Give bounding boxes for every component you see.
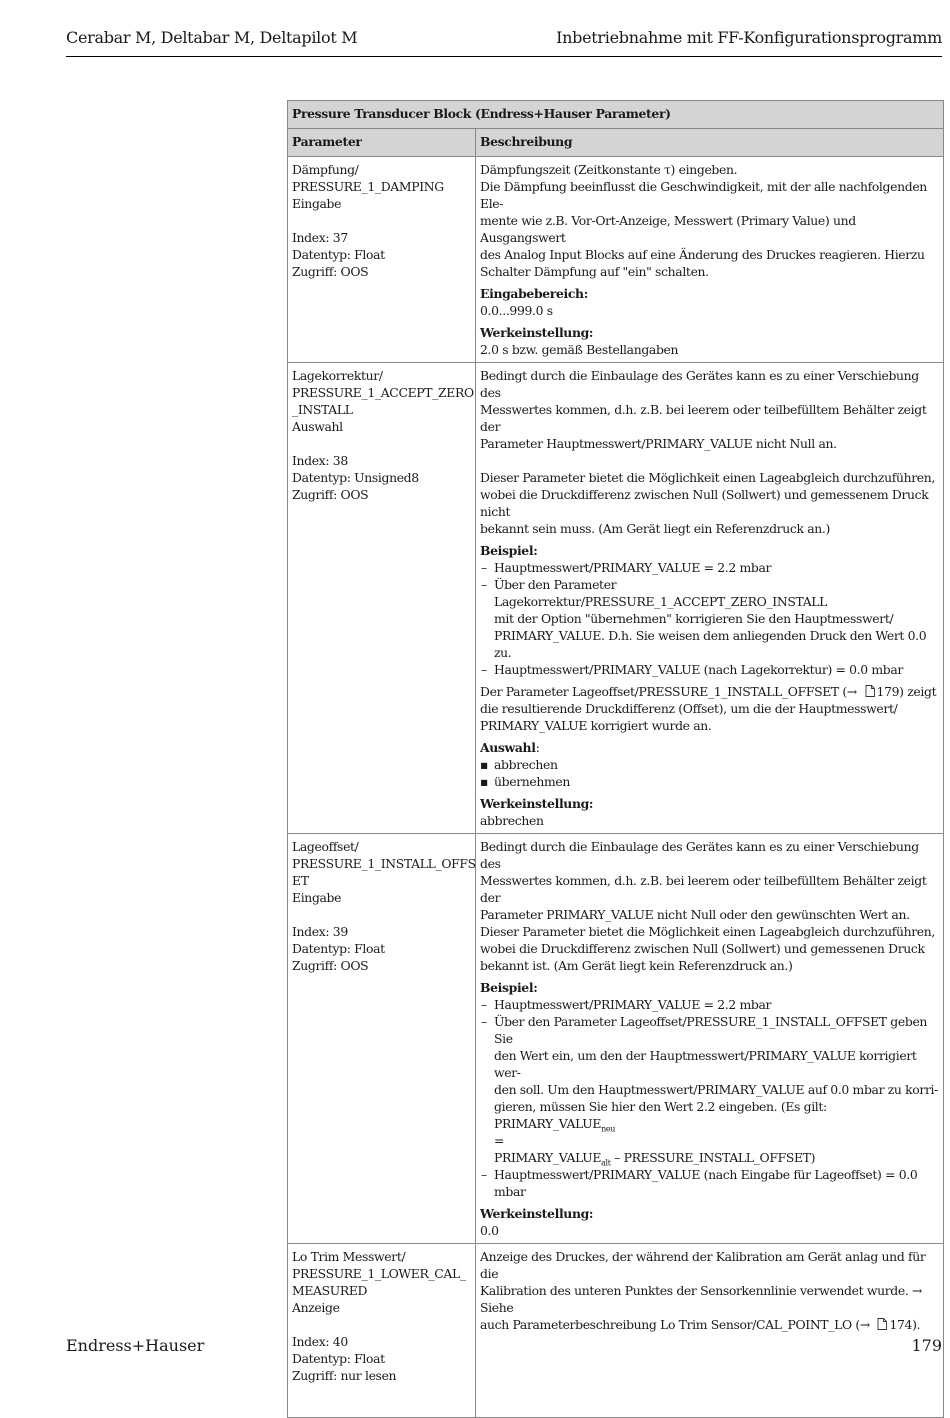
parameter-access: Zugriff: nur lesen [292, 1368, 397, 1383]
parameter-index: Index: 40 [292, 1334, 348, 1349]
parameter-table [287, 100, 944, 1418]
parameter-access: Zugriff: OOS [292, 487, 369, 502]
description-text: ). [912, 1317, 921, 1332]
parameter-id-cont: MEASURED [292, 1283, 368, 1298]
parameter-id: PRESSURE_1_LOWER_CAL_ [292, 1266, 466, 1281]
list-item-line [494, 1098, 939, 1132]
description-line: Messwertes kommen, d.h. z.B. bei leerem oder teilbefülltem Behälter zeigt der [480, 873, 927, 905]
parameter-cell [288, 834, 476, 1244]
range-value: 0.0...999.0 s [480, 303, 553, 318]
parameter-access: Zugriff: OOS [292, 264, 369, 279]
list-item: – Hauptmesswert/PRIMARY_VALUE (nach Eingabe für Lageoffset) = 0.0 mbar [480, 1166, 939, 1200]
description-line: des Analog Input Blocks auf eine Änderung des Druckes reagieren. Hierzu [480, 247, 925, 262]
default-value: 0.0 [480, 1223, 499, 1238]
list-item-line: den soll. Um den Hauptmesswert/PRIMARY_VALUE auf 0.0 mbar zu korri- [494, 1082, 938, 1097]
table-row [288, 363, 944, 834]
description-line: Bedingt durch die Einbaulage des Gerätes kann es zu einer Verschiebung des [480, 368, 919, 400]
table-row [288, 1244, 944, 1418]
list-item-line: den Wert ein, um den der Hauptmesswert/PRIMARY_VALUE korrigiert wer- [494, 1048, 917, 1080]
table-title: Pressure Transducer Block (Endress+Hauser Parameter) [288, 101, 944, 129]
list-item-line: – Über den Parameter Lagekorrektur/PRESSURE_1_ACCEPT_ZERO_INSTALL [494, 577, 828, 609]
default-label: Werkeinstellung: [480, 796, 594, 811]
cross-reference-text: ) zeigt [899, 684, 937, 699]
list-item: – Hauptmesswert/PRIMARY_VALUE = 2.2 mbar [480, 996, 939, 1013]
list-item-text: – PRESSURE_INSTALL_OFFSET) [610, 1150, 816, 1165]
header-product: Cerabar M, Deltabar M, Deltapilot M [66, 28, 358, 47]
description-line: Parameter Hauptmesswert/PRIMARY_VALUE nicht Null an. [480, 436, 837, 451]
description-line: Dieser Parameter bietet die Möglichkeit einen Lageabgleich durchzuführen, [480, 470, 935, 485]
description-cell [476, 834, 944, 1244]
description-line: bekannt ist. (Am Gerät liegt kein Referenzdruck an.) [480, 958, 793, 973]
example-label: Beispiel: [480, 980, 538, 995]
footer-brand: Endress+Hauser [66, 1336, 205, 1355]
description-line: wobei die Druckdifferenz zwischen Null (Sollwert) und gemessenem Druck nicht [480, 487, 929, 519]
parameter-name: Lagekorrektur/ [292, 368, 383, 383]
cross-reference-text: PRIMARY_VALUE korrigiert wurde an. [480, 718, 712, 733]
description-line: Parameter PRIMARY_VALUE nicht Null oder den gewünschten Wert an. [480, 907, 910, 922]
parameter-kind: Auswahl [292, 419, 343, 434]
list-item [480, 1013, 939, 1166]
cross-reference-text: Der Parameter Lageoffset/PRESSURE_1_INSTALL_OFFSET (→ [480, 684, 857, 699]
example-list [480, 996, 939, 1200]
parameter-id: PRESSURE_1_ACCEPT_ZERO [292, 385, 474, 400]
default-value: abbrechen [480, 813, 544, 828]
choice-heading [480, 739, 939, 756]
list-item-line [494, 1149, 939, 1166]
parameter-datatype: Datentyp: Float [292, 1351, 385, 1366]
parameter-datatype: Datentyp: Float [292, 941, 385, 956]
parameter-access: Zugriff: OOS [292, 958, 369, 973]
parameter-kind: Anzeige [292, 1300, 340, 1315]
range-label: Eingabebereich: [480, 286, 588, 301]
default-label: Werkeinstellung: [480, 325, 594, 340]
subscript-alt: alt [601, 1158, 611, 1168]
parameter-cell [288, 1244, 476, 1418]
choice-label: Auswahl [480, 740, 536, 755]
parameter-id-cont: _INSTALL [292, 402, 353, 417]
default-label: Werkeinstellung: [480, 1206, 594, 1221]
description-text: auch Parameterbeschreibung Lo Trim Sensor/CAL_POINT_LO (→ [480, 1317, 870, 1332]
page-icon [865, 685, 875, 697]
description-line: wobei die Druckdifferenz zwischen Null (Sollwert) und gemessenen Druck [480, 941, 925, 956]
description-line: Die Dämpfung beeinflusst die Geschwindigkeit, mit der alle nachfolgenden Ele- [480, 179, 927, 211]
list-item: – Hauptmesswert/PRIMARY_VALUE = 2.2 mbar [480, 559, 939, 576]
choice-colon: : [535, 740, 540, 755]
parameter-id: PRESSURE_1_DAMPING [292, 179, 444, 194]
description-line: Kalibration des unteren Punktes der Sensorkennlinie verwendet wurde. → Siehe [480, 1283, 923, 1315]
parameter-index: Index: 38 [292, 453, 348, 468]
list-item-text: PRIMARY_VALUE [494, 1150, 602, 1165]
list-item-line: – Über den Parameter Lageoffset/PRESSURE_1_INSTALL_OFFSET geben Sie [494, 1014, 928, 1046]
cross-reference [480, 683, 939, 734]
parameter-index: Index: 37 [292, 230, 348, 245]
description-line: Bedingt durch die Einbaulage des Gerätes kann es zu einer Verschiebung des [480, 839, 919, 871]
page-icon [877, 1318, 887, 1330]
list-item: ▪ abbrechen [480, 756, 939, 773]
page-ref-number[interactable]: 174 [889, 1317, 913, 1332]
list-item-line: PRIMARY_VALUE. D.h. Sie weisen dem anliegenden Druck den Wert 0.0 zu. [494, 628, 927, 660]
description-line: Messwertes kommen, d.h. z.B. bei leerem oder teilbefülltem Behälter zeigt der [480, 402, 927, 434]
list-item-text: gieren, müssen Sie hier den Wert 2.2 eingeben. (Es gilt: PRIMARY_VALUE [494, 1099, 827, 1131]
parameter-datatype: Datentyp: Unsigned8 [292, 470, 419, 485]
parameter-index: Index: 39 [292, 924, 348, 939]
example-label: Beispiel: [480, 543, 538, 558]
parameter-datatype: Datentyp: Float [292, 247, 385, 262]
list-item: – Hauptmesswert/PRIMARY_VALUE (nach Lagekorrektur) = 0.0 mbar [480, 661, 939, 678]
parameter-name: Lo Trim Messwert/ [292, 1249, 406, 1264]
description-line: Dieser Parameter bietet die Möglichkeit einen Lageabgleich durchzuführen, [480, 924, 935, 939]
description-line: mente wie z.B. Vor-Ort-Anzeige, Messwert (Primary Value) und Ausgangswert [480, 213, 856, 245]
description-line: Anzeige des Druckes, der während der Kalibration am Gerät anlag und für die [480, 1249, 926, 1281]
option-list [480, 756, 939, 790]
description-line [480, 1316, 939, 1333]
description-line: Dämpfungszeit (Zeitkonstante τ) eingeben. [480, 162, 738, 177]
page-header [66, 28, 942, 57]
page-ref-number[interactable]: 179 [876, 684, 900, 699]
description-line: bekannt sein muss. (Am Gerät liegt ein Referenzdruck an.) [480, 521, 830, 536]
description-cell [476, 363, 944, 834]
page-number: 179 [911, 1336, 942, 1355]
list-item: ▪ übernehmen [480, 773, 939, 790]
description-cell [476, 1244, 944, 1418]
parameter-kind: Eingabe [292, 890, 342, 905]
description-cell [476, 157, 944, 363]
parameter-id: PRESSURE_1_INSTALL_OFFS [292, 856, 476, 871]
description-line: Schalter Dämpfung auf "ein" schalten. [480, 264, 709, 279]
list-item-line: = [494, 1133, 505, 1148]
column-header-parameter: Parameter [288, 129, 476, 157]
list-item [480, 576, 939, 661]
parameter-name: Lageoffset/ [292, 839, 359, 854]
list-item-line: mit der Option "übernehmen" korrigieren Sie den Hauptmesswert/ [494, 611, 894, 626]
subscript-neu: neu [601, 1124, 616, 1134]
column-header-beschreibung: Beschreibung [476, 129, 944, 157]
example-list [480, 559, 939, 678]
table-row [288, 834, 944, 1244]
default-value: 2.0 s bzw. gemäß Bestellangaben [480, 342, 679, 357]
parameter-name: Dämpfung/ [292, 162, 359, 177]
parameter-id-cont: ET [292, 873, 309, 888]
parameter-cell [288, 157, 476, 363]
cross-reference-text: die resultierende Druckdifferenz (Offset), um die der Hauptmesswert/ [480, 701, 898, 716]
parameter-cell [288, 363, 476, 834]
header-chapter: Inbetriebnahme mit FF-Konfigurationsprogramm [556, 28, 942, 47]
parameter-kind: Eingabe [292, 196, 342, 211]
table-row [288, 157, 944, 363]
